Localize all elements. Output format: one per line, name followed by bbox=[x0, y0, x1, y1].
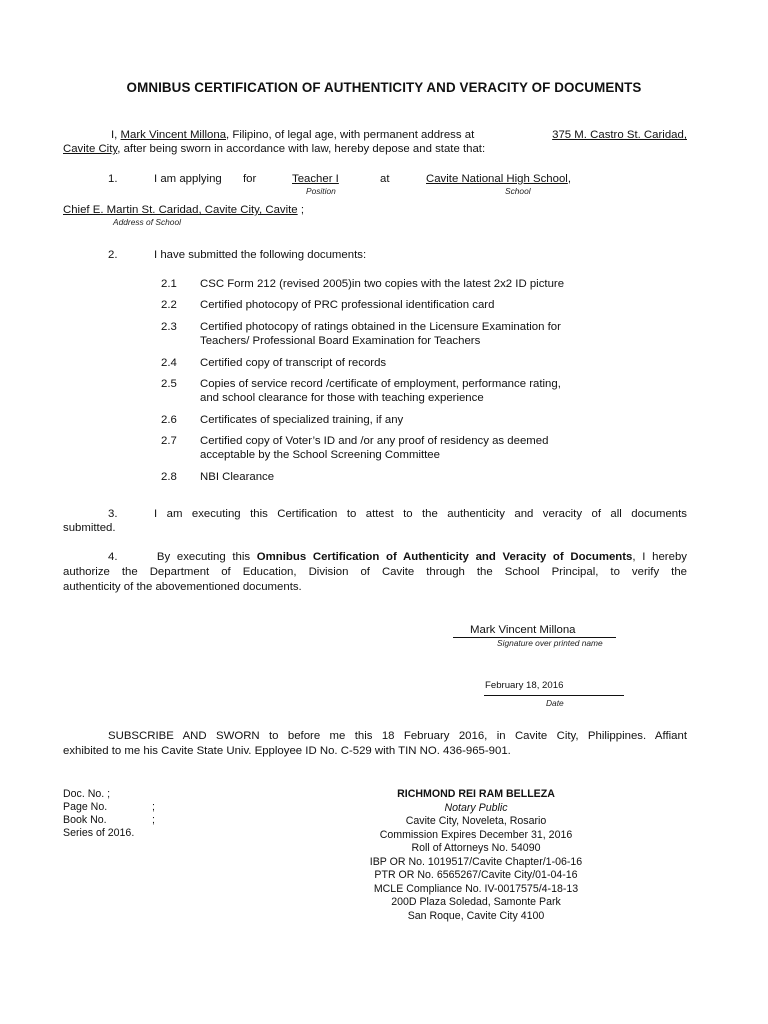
position-label: Position bbox=[306, 186, 336, 196]
school-name: Cavite National High School bbox=[426, 173, 568, 185]
affiant-address-part2: Cavite City bbox=[63, 143, 118, 155]
document-2-7-number: 2.7 bbox=[161, 435, 177, 447]
document-title: OMNIBUS CERTIFICATION OF AUTHENTICITY AND VERACITY OF DOCUMENTS bbox=[126, 80, 642, 95]
document-2-6-number: 2.6 bbox=[161, 414, 177, 426]
item-1-text-c: at bbox=[380, 173, 390, 185]
document-2-4-text: Certified copy of transcript of records bbox=[200, 357, 387, 369]
notary-line: PTR OR No. 6565267/Cavite City/01-04-16 bbox=[374, 869, 578, 881]
signature-date: February 18, 2016 bbox=[485, 680, 564, 691]
signature-name: Mark Vincent Millona bbox=[470, 624, 576, 636]
applied-position: Teacher I bbox=[292, 173, 339, 185]
school-name-line bbox=[426, 172, 571, 187]
document-2-8-number: 2.8 bbox=[161, 471, 177, 483]
notary-block bbox=[300, 788, 652, 923]
item-3-number: 3. bbox=[108, 508, 118, 520]
date-label: Date bbox=[546, 698, 564, 708]
doc-no: Doc. No. ; bbox=[63, 788, 111, 800]
intro-suffix: , after being sworn in accordance with law, hereby depose and state that: bbox=[117, 143, 486, 155]
affiant-name: Mark Vincent Millona bbox=[120, 129, 227, 141]
book-no: Book No. bbox=[63, 814, 107, 826]
document-2-3-number: 2.3 bbox=[161, 321, 177, 333]
school-address-label: Address of School bbox=[113, 217, 181, 227]
item-4-bold: Omnibus Certification of Authenticity and Veracity of Documents bbox=[256, 551, 633, 563]
notary-title: Notary Public bbox=[444, 801, 508, 814]
item-3-text: I am executing this Certification to attest to the authenticity and veracity of all documents bbox=[154, 508, 687, 520]
document-2-3-text-line2: Teachers/ Professional Board Examination for Teachers bbox=[200, 335, 481, 347]
document-2-5-text-line1: Copies of service record /certificate of employment, performance rating, bbox=[200, 378, 561, 390]
item-1-text-b: for bbox=[243, 173, 257, 185]
intro-prefix: I, bbox=[111, 129, 118, 141]
item-2-number: 2. bbox=[108, 249, 118, 261]
affiant-address-part1: 375 M. Castro St. Caridad, bbox=[552, 129, 687, 141]
school-comma: , bbox=[567, 173, 571, 185]
document-2-1-number: 2.1 bbox=[161, 278, 177, 290]
school-address-line bbox=[63, 203, 304, 218]
notary-name: RICHMOND REI RAM BELLEZA bbox=[397, 788, 555, 800]
document-2-2-text: Certified photocopy of PRC professional identification card bbox=[200, 299, 495, 311]
item-4-line3: authenticity of the abovementioned documents. bbox=[63, 581, 302, 593]
jurat-line1: SUBSCRIBE AND SWORN to before me this 18 February 2016, in Cavite City, Philippines. Affiant bbox=[108, 730, 687, 742]
item-4-post: , I hereby bbox=[632, 551, 687, 563]
item-2-text: I have submitted the following documents: bbox=[154, 249, 367, 261]
document-2-3-text-line1: Certified photocopy of ratings obtained in the Licensure Examination for bbox=[200, 321, 561, 333]
document-2-5-number: 2.5 bbox=[161, 378, 177, 390]
page-no-semicolon: ; bbox=[152, 801, 155, 813]
notary-line: IBP OR No. 1019517/Cavite Chapter/1-06-16 bbox=[369, 855, 583, 868]
notary-line: 200D Plaza Soledad, Samonte Park bbox=[391, 896, 561, 908]
notary-line: MCLE Compliance No. IV-0017575/4-18-13 bbox=[373, 882, 579, 895]
intro-line-1 bbox=[63, 128, 687, 143]
page-no: Page No. bbox=[63, 801, 108, 813]
notary-line: Cavite City, Noveleta, Rosario bbox=[405, 815, 547, 827]
book-no-semicolon: ; bbox=[152, 814, 155, 826]
document-2-2-number: 2.2 bbox=[161, 299, 177, 311]
school-label: School bbox=[505, 186, 531, 196]
document-2-6-text: Certificates of specialized training, if any bbox=[200, 414, 404, 426]
series-year: Series of 2016. bbox=[63, 827, 135, 839]
item-4-line2: authorize the Department of Education, Division of Cavite through the School Principal, to verify the bbox=[63, 566, 687, 578]
item-4-number: 4. bbox=[108, 551, 118, 563]
document-2-7-text-line1: Certified copy of Voter’s ID and /or any proof of residency as deemed bbox=[200, 435, 549, 447]
intro-mid: , Filipino, of legal age, with permanent address at bbox=[226, 129, 475, 141]
school-address: Chief E. Martin St. Caridad, Cavite City, Cavite bbox=[63, 204, 298, 216]
document-2-5-text-line2: and school clearance for those with teaching experience bbox=[200, 392, 484, 404]
item-3-text-line2: submitted. bbox=[63, 522, 116, 534]
date-line bbox=[484, 695, 624, 696]
item-1-number: 1. bbox=[108, 173, 118, 185]
document-2-8-text: NBI Clearance bbox=[200, 471, 275, 483]
intro-line-2 bbox=[63, 142, 485, 157]
signature-label: Signature over printed name bbox=[497, 638, 603, 648]
item-1-text-a: I am applying bbox=[154, 173, 222, 185]
jurat-line2: exhibited to me his Cavite State Univ. Epployee ID No. C-529 with TIN NO. 436-965-901. bbox=[63, 745, 511, 757]
document-2-4-number: 2.4 bbox=[161, 357, 177, 369]
document-2-1-text: CSC Form 212 (revised 2005)in two copies with the latest 2x2 ID picture bbox=[200, 278, 565, 290]
notary-line: San Roque, Cavite City 4100 bbox=[407, 909, 545, 922]
school-address-semicolon: ; bbox=[300, 204, 304, 216]
item-4-pre: By executing this bbox=[156, 551, 251, 563]
notary-line: Commission Expires December 31, 2016 bbox=[379, 828, 573, 841]
document-2-7-text-line2: acceptable by the School Screening Committee bbox=[200, 449, 440, 461]
item-4-line1 bbox=[108, 550, 687, 565]
notary-line: Roll of Attorneys No. 54090 bbox=[411, 842, 541, 854]
